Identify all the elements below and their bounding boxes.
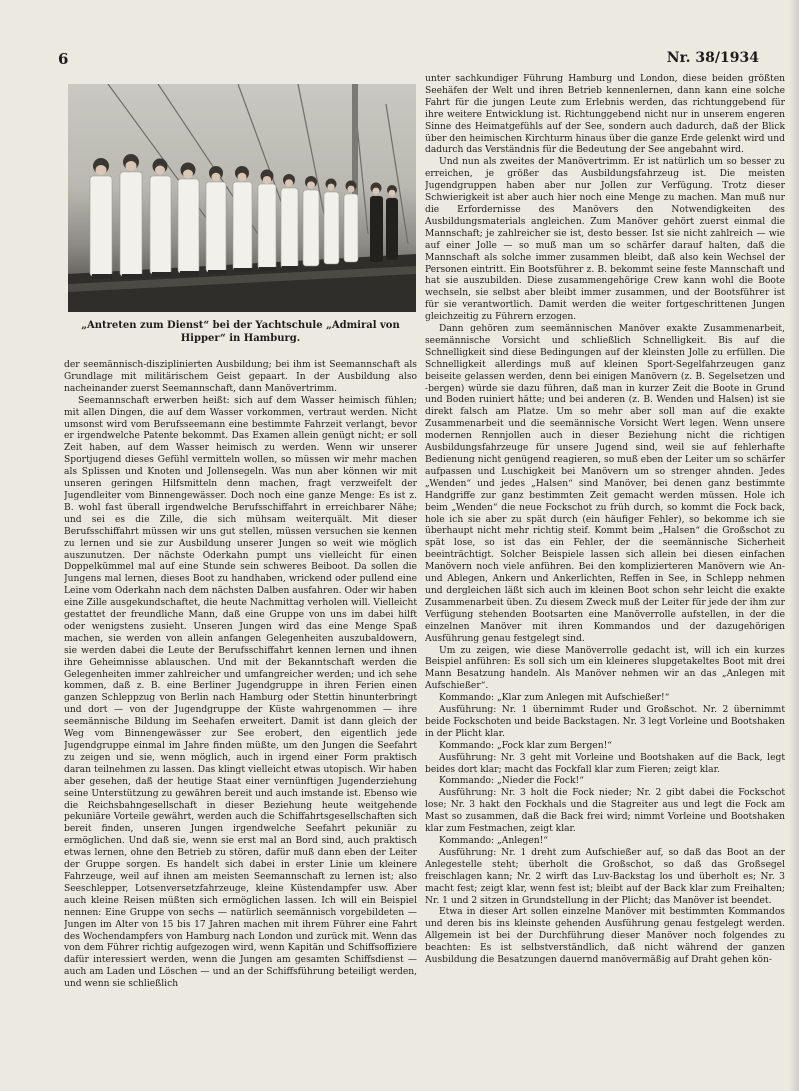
paragraph: unter sachkundiger Führung Hamburg und London, diese beiden größten Seehäfen der Welt und ihren Betrieb kennenlernen, dann kann eine solche Fahrt für die jungen Leute zum Erlebnis werden, das richtunggebend für ihre weitere Entwicklung ist. Richtunggebend nicht nur in unserem engeren Sinne des Heimatgefühls auf der See, sondern auch dadurch, daß der Blick über den heimischen Kirchturm hinaus über die ganze Erde gelenkt wird und dadurch das Verständnis für die Bedeutung der See angebahnt wird. — [425, 74, 785, 156]
right-text-column — [425, 74, 785, 1080]
paragraph: der seemännisch-disziplinierten Ausbildung; bei ihm ist Seemannschaft als Grundlage mit militärischem Geist gepaart. In der Ausbildung also nacheinander zuerst Seemannschaft, dann Manövertrimm. — [64, 360, 417, 394]
paragraph: Seemannschaft erwerben heißt: sich auf dem Wasser heimisch fühlen; mit allen Dingen, die auf dem Wasser vorkommen, vertraut werden. Nicht umsonst wird vom Berufsseemann eine bestimmte Fahrzeit verlangt, bevor er irgendwelche Patente bekommt. Das Examen allein genügt nicht; er soll Zeit haben, auf dem Wasser heimisch zu werden. Wenn wir unserer Sportjugend dieses Gefühl vermitteln wollen, so müssen wir mehr machen als Splissen und Knoten und Jollensegeln. Was nun aber können wir mit unseren geringen Hilfsmitteln denn machen, fragt verzweifelt der Jugendleiter vom Binnengewässer. Doch noch eine ganze Menge: Es ist z. B. wohl fast überall irgendwelche Berufsschiffahrt in erreichbarer Nähe; und sei es die Zille, die sich mühsam weiterquält. Mit dieser Berufsschiffahrt müssen wir uns gut stellen, müssen versuchen sie kennen zu lernen und sie zur Ausbildung unserer Jungen so weit wie möglich auszunutzen. Der nächste Oderkahn pumpt uns vielleicht für einen Doppelkümmel mal auf eine Stunde sein schweres Beiboot. Da sollen die Jungens mal lernen, dieses Boot zu handhaben, wrickend oder pullend eine Leine vom Oderkahn nach dem nächsten Dalben ausfahren. Oder wir haben eine Zille ausgekundschaftet, die heute Nachmittag verholen will. Vielleicht gestattet der freundliche Mann, daß eine Gruppe von uns im dabei hilft oder wenigstens zusieht. Unseren Jungen wird das eine Menge Spaß machen, sie werden von allein anfangen Gelegenheiten auszubaldowern, sie werden dabei die Leute der Berufsschiffahrt kennen lernen und ihnen ihre Geheimnisse ablauschen. Und mit der Bekanntschaft werden die Gelegenheiten immer zahlreicher und umfangreicher werden; und ich sehe kommen, daß z. B. eine Berliner Jugendgruppe in ihren Ferien einen ganzen Schleppzug von Berlin nach Hamburg oder Stettin hinunterbringt und dort — von der Jugendgruppe der Küste wahrgenommen — ihre seemännische Bildung im Seehafen erweitert. Damit ist dann gleich der Weg vom Binnengewässer zur See erobert, den eigentlich jede Jugendgruppe einmal im Jahre finden müßte, um den Jungen die Seefahrt zu zeigen und sie, wenn möglich, auch in irgend einer Form praktisch daran teilnehmen zu lassen. Das klingt vielleicht etwas utopisch. Wir haben aber gesehen, daß der heutige Staat einer vernünftigen Jugenderziehung seine Unterstützung zu gewähren bereit und auch imstande ist. Ebenso wie die Reichsbahngesellschaft in dieser Beziehung heute weitgehende pekuniäre Vorteile gewährt, werden auch die Schiffahrtsgesellschaften sich bereit finden, unseren Jungen irgendwelche Seefahrt pekuniär zu ermöglichen. Und daß sie, wenn sie erst mal an Bord sind, auch praktisch etwas lernen, ohne den Betrieb zu stören, dafür muß dann eben der Leiter der Gruppe sorgen. Es handelt sich dabei in erster Linie um kleinere Fahrzeuge, weil auf ihnen am meisten Seemannschaft zu lernen ist; also Seeschlepper, Lotsenversetzfahrzeuge, kleine Küstendampfer usw. Aber auch kleine Reisen müßten sich ermöglichen lassen. Ich will ein Beispiel nennen: Eine Gruppe von sechs — natürlich seemännisch vorgebildeten — Jungen im Alter von 15 bis 17 Jahren machen mit ihrem Führer eine Fahrt des Wochendampfers von Hamburg nach London und zurück mit. Wenn das von dem Führer richtig aufgezogen wird, wenn Kapitän und Schiffsoffiziere dafür interessiert werden, wenn die Jungen am gesamten Schiffsdienst — auch am Laden und Löschen — und an der Schiffsführung beteiligt werden, und wenn sie schließlich — [64, 395, 417, 990]
execution-line: Ausführung: Nr. 1 übernimmt Ruder und Großschot. Nr. 2 übernimmt beide Fockschoten und beide Backstagen. Nr. 3 legt Vorleine und Bootshaken in der Plicht klar. — [425, 705, 785, 739]
paragraph: Und nun als zweites der Manövertrimm. Er ist natürlich um so besser zu erreichen, je größer das Ausbildungsfahrzeug ist. Die meisten Jugendgruppen haben aber nur Jollen zur Verfügung. Trotz dieser Schwierigkeit ist aber auch hier noch eine Menge zu machen. Man muß nur die Erfordernisse des Manövers den Notwendigkeiten des Ausbildungsmaterials angleichen. Zum Manöver gehört zuerst einmal die Mannschaft; je zahlreicher sie ist, desto besser. Ist sie nicht zahlreich — wie auf einer Jolle — so muß man um so schärfer darauf halten, daß die Mannschaft als solche immer zusammen bleibt, daß also kein Wechsel der Personen eintritt. Ein Bootsführer z. B. bekommt seine feste Mannschaft und hat sie auszubilden. Diese zusammengehörige Crew kann wohl die Boote wechseln, sie selbst aber bleibt immer zusammen, und der Bootsführer ist für sie verantwortlich. Damit werden die weiter fortgeschrittenen Jungen gleichzeitig zu Führern erzogen. — [425, 157, 785, 323]
execution-line: Ausführung: Nr. 3 geht mit Vorleine und Bootshaken auf die Back, legt beides dort klar; macht das Fockfall klar zum Fieren; zeigt klar. — [425, 752, 785, 775]
page-number: 6 — [58, 50, 69, 68]
paragraph: Etwa in dieser Art sollen einzelne Manöver mit bestimmten Kommandos und deren bis ins kleinste gehenden Ausführung genau festgelegt werden. Allgemein ist bei der Durchführung dieser Manöver noch folgendes zu beachten: Es ist selbstverständlich, daß nicht während der ganzen Ausbildung die Besatzungen dauernd manövermäßig auf Draht gehen kön- — [425, 907, 785, 966]
execution-line: Ausführung: Nr. 1 dreht zum Aufschießer auf, so daß das Boot an der Anlegestelle steht; überholt die Großschot, so daß das Großsegel freischlagen kann; Nr. 2 wirft das Luv-Backstag los und überholt es; Nr. 3 macht fest; zeigt klar, wenn fest ist; bleibt auf der Back klar zum Freihalten; Nr. 1 und 2 sitzen in Grundstellung in der Plicht; das Manöver ist beendet. — [425, 847, 785, 906]
paragraph: Dann gehören zum seemännischen Manöver exakte Zusammenarbeit, seemännische Vorsicht und schließlich Schnelligkeit. Bis auf die Schnelligkeit sind diese Bedingungen auf der kleinsten Jolle zu erfüllen. Die Schnelligkeit allerdings muß auf kleinen Sport-Segelfahrzeugen ganz beiseite gelassen werden, denn bei einigen Manövern (z. B. Segelsetzen und -bergen) würde sie dazu führen, daß man in kurzer Zeit die Boote in Grund und Boden ruiniert hätte; und bei anderen (z. B. Wenden und Halsen) ist sie direkt falsch am Platze. Um so mehr aber soll man auf die exakte Zusammenarbeit und die seemännische Vorsicht Wert legen. Wenn unsere modernen Rennjollen auch in dieser Beziehung nicht die richtigen Ausbildungsfahrzeuge für unsere Jugend sind, weil sie auf fehlerhafte Bedienung nicht genügend reagieren, so muß eben der Leiter um so schärfer aufpassen und Luschigkeit bei Manövern um so strenger ahnden. Jedes „Wenden“ und jedes „Halsen“ sind Manöver, bei denen ganz bestimmte Handgriffe zur ganz bestimmten Zeit gemacht werden müssen. Hole ich beim „Wenden“ die neue Fockschot zu früh durch, so kommt die Fock back, hole ich sie aber zu spät durch (ein häufiger Fehler), so bekomme ich sie überhaupt nicht mehr richtig steif. Kommt beim „Halsen“ die Großschot zu spät lose, so ist das ein Fehler, der die seemännische Sicherheit beeinträchtigt. Solcher Beispiele lassen sich allein bei diesen einfachen Manövern noch viele anführen. Bei den komplizierteren Manövern wie An- und Ablegen, Ankern und Ankerlichten, Reffen in See, in Schlepp nehmen und dergleichen läßt sich auch im kleinen Boot schon sehr leicht die exakte Zusammenarbeit üben. Zu diesem Zweck muß der Leiter für jede der ihm zur Verfügung stehenden Bootsarten eine Manöverrolle aufstellen, in der die einzelnen Manöver mit ihren Kommandos und der dazugehörigen Ausführung genau festgelegt sind. — [425, 324, 785, 644]
left-text-column — [64, 360, 417, 1080]
command-line: Kommando: „Nieder die Fock!“ — [439, 776, 584, 787]
crew-photo-illustration — [68, 84, 416, 312]
execution-line: Ausführung: Nr. 3 holt die Fock nieder; Nr. 2 gibt dabei die Fockschot lose; Nr. 3 hakt den Fockhals und die Stagreiter aus und legt die Fock am Mast so zusammen, daß die Back frei wird; nimmt Vorleine und Bootshaken klar zum Festmachen, zeigt klar. — [425, 788, 785, 835]
command-line: Kommando: „Klar zum Anlegen mit Aufschießer!“ — [439, 693, 670, 704]
photo-caption: „Antreten zum Dienst“ bei der Yachtschule „Admiral von Hipper“ in Hamburg. — [81, 320, 400, 344]
command-line: Kommando: „Fock klar zum Bergen!“ — [439, 740, 612, 751]
issue-number: Nr. 38/1934 — [666, 50, 759, 66]
command-line: Kommando: „Anlegen!“ — [439, 836, 548, 846]
photo-yacht-school-crew — [68, 84, 416, 312]
paragraph: Um zu zeigen, wie diese Manöverrolle gedacht ist, will ich ein kurzes Beispiel anführen: Es soll sich um ein kleineres slupgetakeltes Boot mit drei Mann Besatzung handeln. Als Manöver nehmen wir an das „Anlegen mit Aufschießer“. — [425, 645, 785, 692]
